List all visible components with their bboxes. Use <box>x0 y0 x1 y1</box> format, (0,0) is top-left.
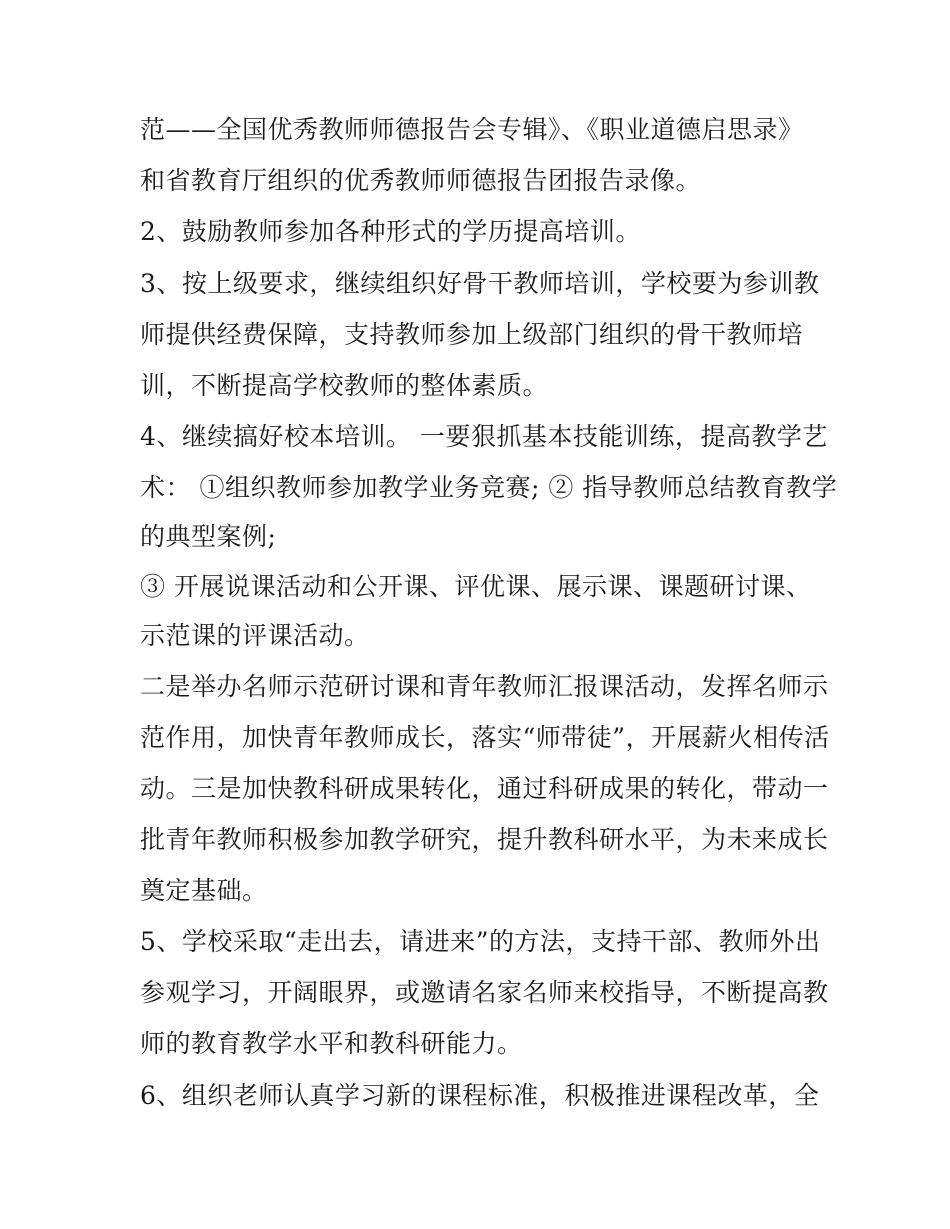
text-line: 的典型案例; <box>140 522 277 551</box>
text-line: 示范课的评课活动。 <box>140 621 370 650</box>
text-line: 二是举办名师示范研讨课和青年教师汇报课活动，发挥名师示 <box>140 672 829 701</box>
text-line: 训，不断提高学校教师的整体素质。 <box>140 371 549 400</box>
text-line: 参观学习，开阔眼界，或邀请名家名师来校指导，不断提高教 <box>140 978 829 1007</box>
text-line: 动。三是加快教科研成果转化，通过科研成果的转化，带动一 <box>140 774 829 803</box>
text-line: 5、学校采取“走出去，请进来”的方法，支持干部、教师外出 <box>140 927 821 956</box>
text-line: 范作用，加快青年教师成长，落实“师带徒”，开展薪火相传活 <box>140 723 830 752</box>
text-line: 师的教育教学水平和教科研能力。 <box>140 1029 523 1058</box>
text-line: 和省教育厅组织的优秀教师师德报告团报告录像。 <box>140 166 702 195</box>
text-line: 6、组织老师认真学习新的课程标准，积极推进课程改革，全 <box>140 1081 820 1110</box>
text-line: 奠定基础。 <box>140 876 268 905</box>
text-line: 4、继续搞好校本培训。 一要狠抓基本技能训练，提高教学艺 <box>140 422 828 451</box>
text-line: 3、按上级要求，继续组织好骨干教师培训，学校要为参训教 <box>140 269 820 298</box>
text-line: 师提供经费保障，支持教师参加上级部门组织的骨干教师培 <box>140 320 804 349</box>
text-line: ③ 开展说课活动和公开课、评优课、展示课、课题研讨课、 <box>140 572 812 601</box>
text-line: 范——全国优秀教师师德报告会专辑》、《职业道德启思录》 <box>140 115 804 144</box>
text-line: 2、鼓励教师参加各种形式的学历提高培训。 <box>140 217 641 246</box>
text-line: 术： ①组织教师参加教学业务竞赛; ② 指导教师总结教育教学 <box>140 473 838 502</box>
text-line: 批青年教师积极参加教学研究，提升教科研水平，为未来成长 <box>140 825 829 854</box>
